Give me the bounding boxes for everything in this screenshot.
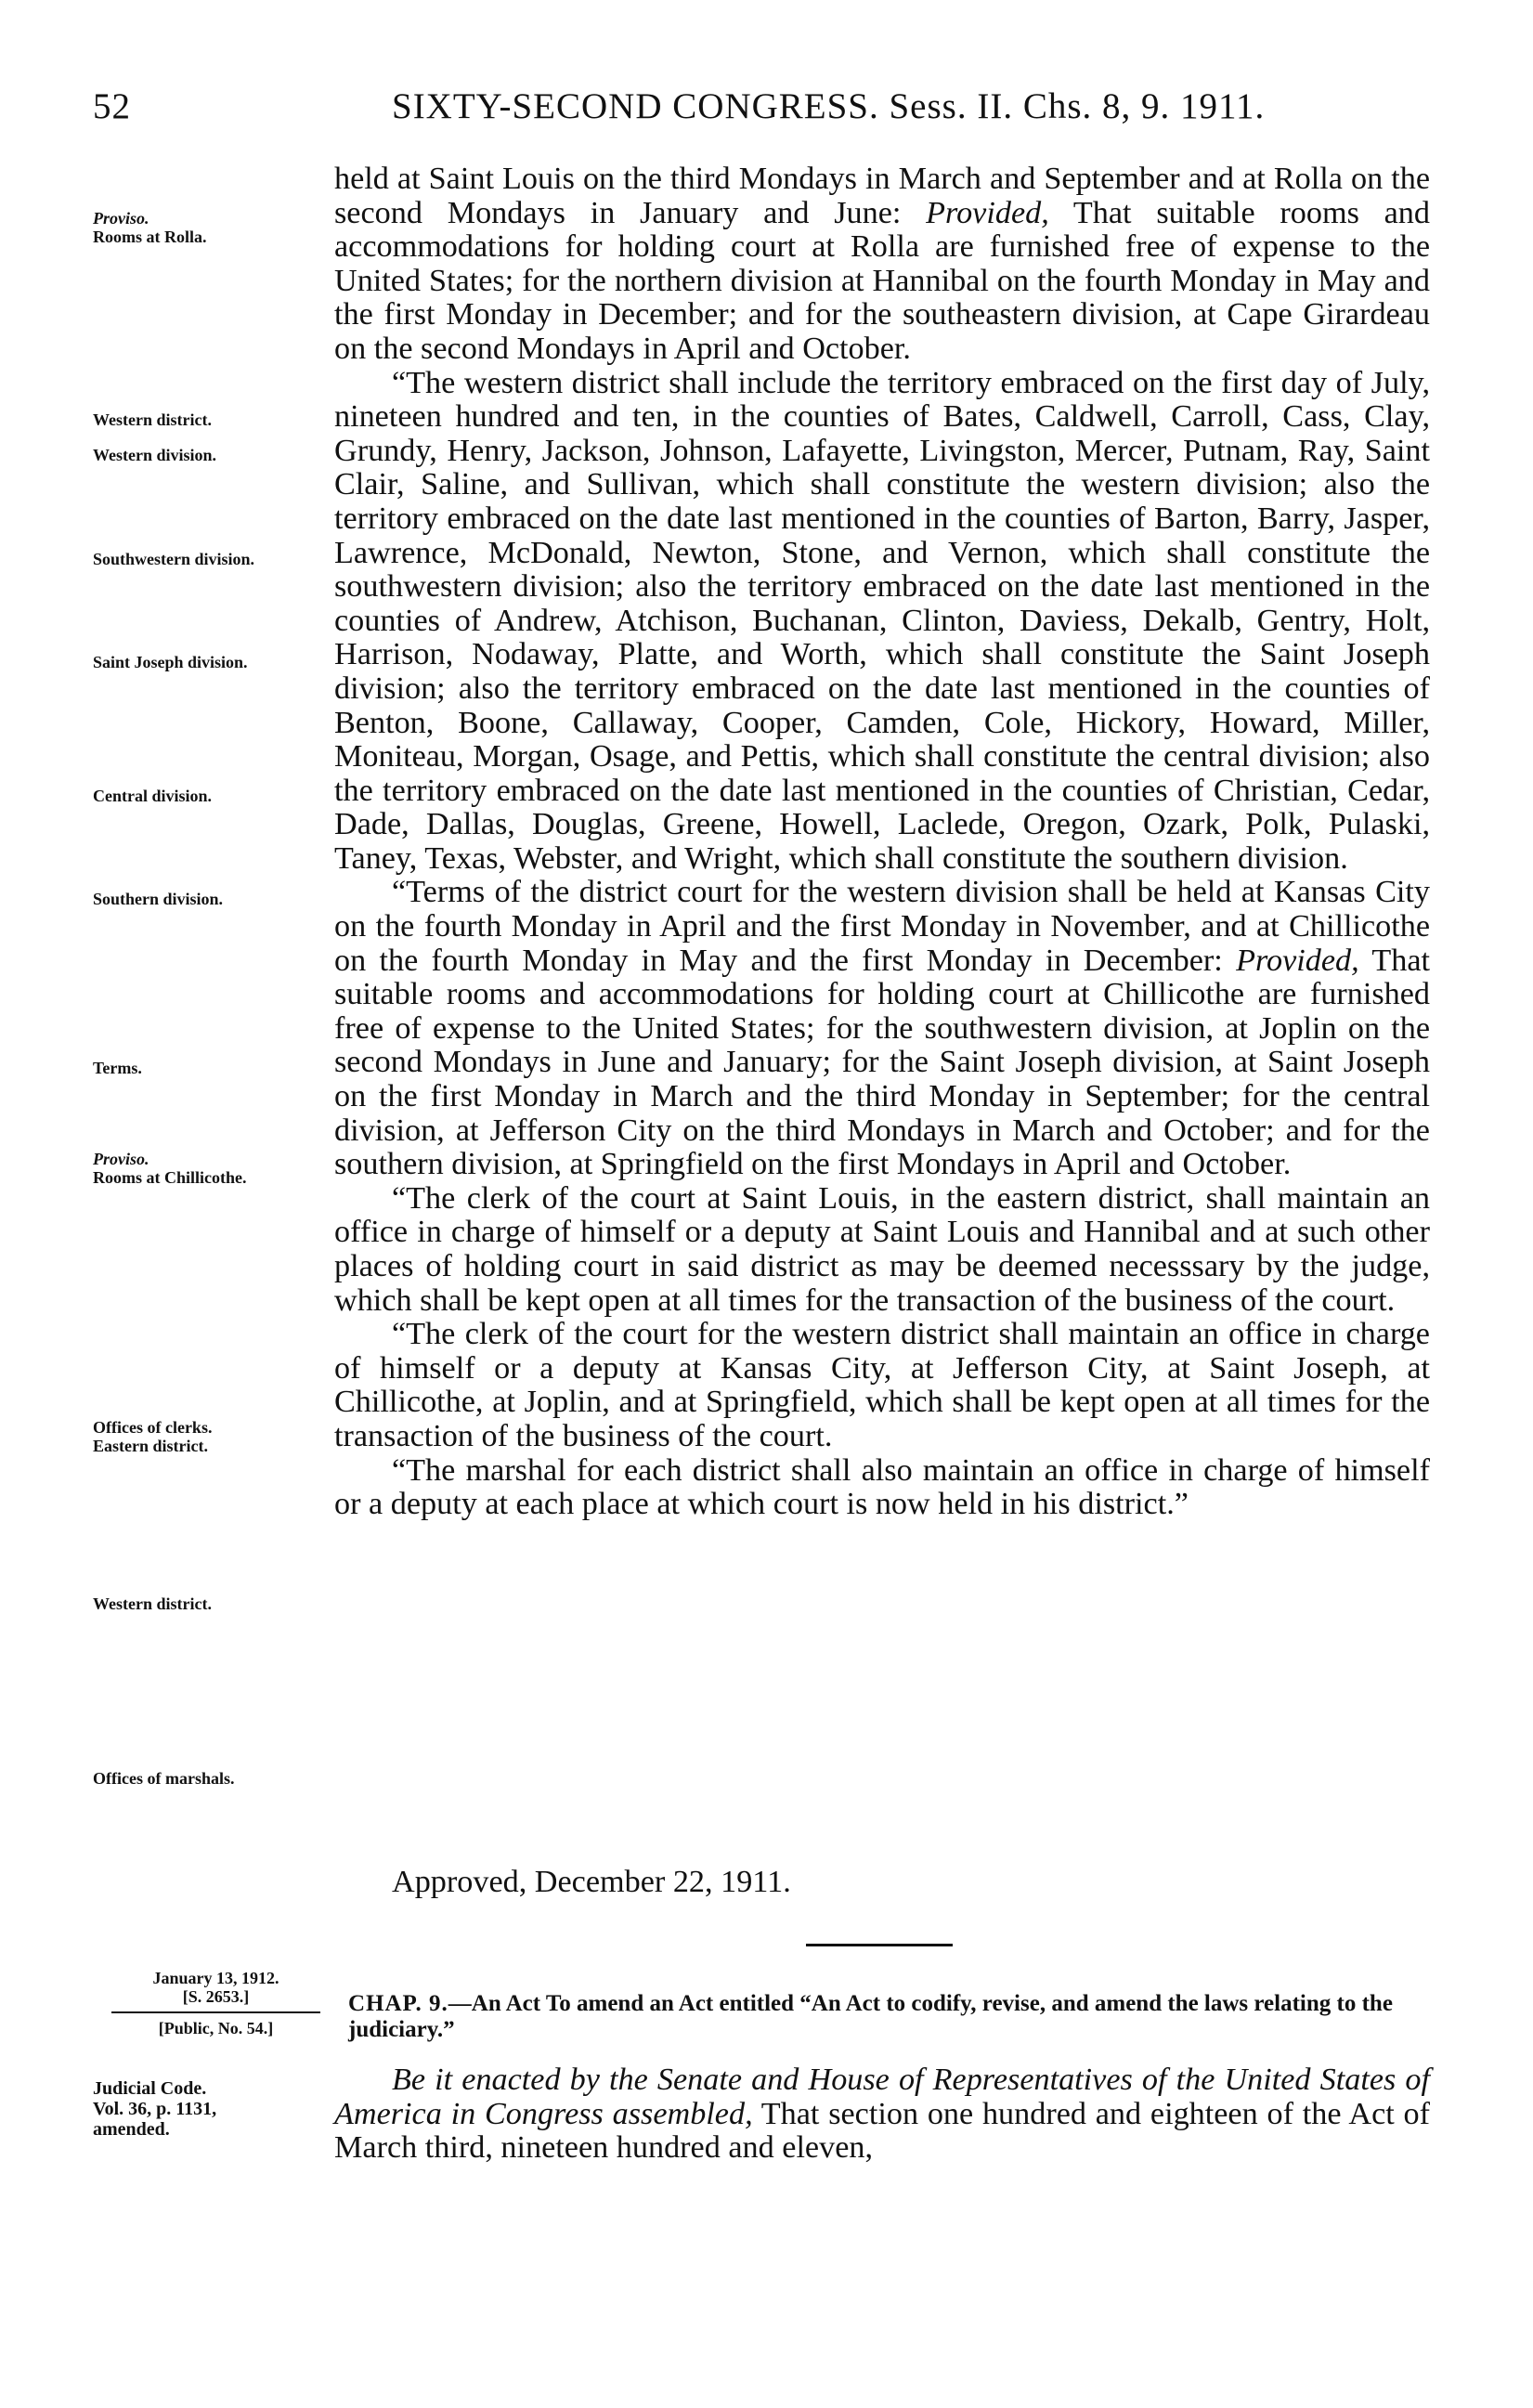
paragraph-2: “The western district shall include the territory embraced on the first day of July, nineteen hundred and ten, in the counties of Bates, Caldwell, Carroll, Cass, Clay, Grundy, Henry, Jackson, Johnson, Lafayette, Livingston, Mercer, Putnam, Ray, Saint Clair, Saline, and Sullivan, which shall constitute the western division; also the territory embraced on the date last mentioned in the counties of Barton, Barry, Jasper, Lawrence, McDonald, Newton, Stone, and Vernon, which shall constitute the southwestern division; also the territory embraced on the date last mentioned in the counties of Andrew, Atchison, Buchanan, Clinton, Daviess, Dekalb, Gentry, Holt, Harrison, Nodaway, Platte, and Worth, which shall constitute the Saint Joseph division; also the territory embraced on the date last mentioned in the counties of Benton, Boone, Callaway, Cooper, Camden, Cole, Hickory, Howard, Miller, Moniteau, Morgan, Osage, and Pettis, which shall constitute the central division; also the territory embraced on the date last mentioned in the counties of Christian, Cedar, Dade, Dallas, Douglas, Greene, Howell, Laclede, Oregon, Ozark, Polk, Pulaski, Taney, Texas, Webster, and Wright, which shall constitute the southern division.	[334, 365, 1430, 876]
margin-note-rooms-chillicothe: Rooms at Chillicothe.	[93, 1168, 247, 1187]
chapter-public: [Public, No. 54.]	[158, 2019, 274, 2037]
paragraph-3-text-b: That suitable rooms and accommodations for holding court at Chillicothe are furnished free of expense to the United States; for the southwestern division, at Joplin on the second Mondays in June and January; for the Saint Joseph division, at Saint Joseph on the first Monday in March and the third Monday in September; for the central division, at Jefferson City on the third Mondays in March and October; and for the southern division, at Springfield on the first Mondays in April and October.	[334, 943, 1430, 1182]
paragraph-6: “The marshal for each district shall also maintain an office in charge of himself or a deputy at each place at which court is now held in his district.”	[334, 1452, 1430, 1522]
margin-note-saint-joseph-division: Saint Joseph division.	[93, 653, 248, 671]
enacting-clause	[334, 2063, 1430, 2166]
margin-note-western-district-2: Western district.	[93, 1594, 212, 1613]
paragraph-3	[334, 876, 1430, 1181]
separator-rule	[806, 1944, 953, 1946]
margin-note-amended: amended.	[93, 2119, 170, 2140]
paragraph-1-provided: Provided,	[926, 195, 1049, 230]
paragraph-1-text-a: held at Saint Louis on the third Mondays in March and September and at Rolla on the second Mondays in January and June:	[334, 162, 1430, 230]
chapter-title-text: —An Act To amend an Act entitled “An Act to codify, revise, and amend the laws relating to the judiciary.”	[348, 1991, 1393, 2042]
enacting-clause-italic: Be it enacted by the Senate and House of Representatives of the United States of America in Congress assembled,	[334, 2063, 1430, 2131]
margin-notes	[93, 0, 320, 2408]
paragraph-4: “The clerk of the court at Saint Louis, in the eastern district, shall maintain an office in charge of himself or a deputy at Saint Louis and Hannibal and at such other places of holding court in said district as may be deemed necesssary by the judge, which shall be kept open at all times for the transaction of the business of the court.	[334, 1180, 1430, 1318]
chapter-title	[348, 1991, 1430, 2043]
margin-note-western-division: Western division.	[93, 446, 217, 464]
margin-note-offices-marshals: Offices of marshals.	[93, 1769, 235, 1788]
margin-note-western-district: Western district.	[93, 410, 212, 429]
paragraph-3-text-a: “Terms of the district court for the western division shall be held at Kansas City on the fourth Monday in April and the first Monday in November, and at Chillicothe on the fourth Monday in May and the first Monday in December:	[334, 875, 1430, 978]
paragraph-1	[334, 163, 1430, 367]
margin-note-rooms-rolla: Rooms at Rolla.	[93, 228, 207, 246]
approved-line: Approved, December 22, 1911.	[392, 1865, 791, 1899]
margin-note-eastern-district: Eastern district.	[93, 1437, 208, 1455]
margin-note-offices-clerks-label: Offices of clerks.	[93, 1418, 213, 1437]
chapter-bill: [S. 2653.]	[182, 1987, 250, 2006]
margin-note-terms: Terms.	[93, 1059, 142, 1077]
page-number: 52	[93, 86, 131, 126]
margin-note-proviso	[93, 209, 320, 246]
paragraph-5: “The clerk of the court for the western district shall maintain an office in charge of himself or a deputy at Kansas City, at Jefferson City, at Saint Joseph, at Chillicothe, at Joplin, and at Springfield, which shall be kept open at all times for the transaction of the business of the court.	[334, 1317, 1430, 1453]
chapter-side-info	[111, 1969, 320, 2037]
margin-note-central-division: Central division.	[93, 787, 213, 805]
margin-note-proviso-2-label: Proviso.	[93, 1150, 149, 1168]
margin-note-volume: Vol. 36, p. 1131,	[93, 2099, 217, 2119]
margin-note-southern-division: Southern division.	[93, 890, 224, 908]
chapter-date: January 13, 1912.	[152, 1969, 279, 1987]
enacting-clause-text: That section one hundred and eighteen of the Act of March third, nineteen hundred and eleven,	[334, 2096, 1430, 2166]
chapter-side-rule	[111, 2011, 320, 2013]
running-title: SIXTY-SECOND CONGRESS. Sess. II. Chs. 8, 9. 1911.	[392, 86, 1266, 126]
margin-note-judicial-code-label: Judicial Code.	[93, 2078, 207, 2099]
margin-note-proviso-label: Proviso.	[93, 209, 149, 228]
margin-note-southwestern-division: Southwestern division.	[93, 550, 255, 568]
margin-note-proviso-2	[93, 1150, 320, 1187]
body-text	[334, 163, 1430, 1522]
paragraph-3-provided: Provided,	[1236, 943, 1359, 978]
margin-note-offices-clerks	[93, 1418, 320, 1455]
chapter-label: CHAP. 9.	[348, 1991, 448, 2016]
paragraph-1-text-b: That suitable rooms and accommodations for holding court at Rolla are furnished free of expense to the United States; for the northern division at Hannibal on the fourth Monday in May and the first Monday in December; and for the southeastern division, at Cape Girardeau on the second Mondays in April and October.	[334, 195, 1430, 366]
margin-note-judicial-code	[93, 2078, 334, 2140]
